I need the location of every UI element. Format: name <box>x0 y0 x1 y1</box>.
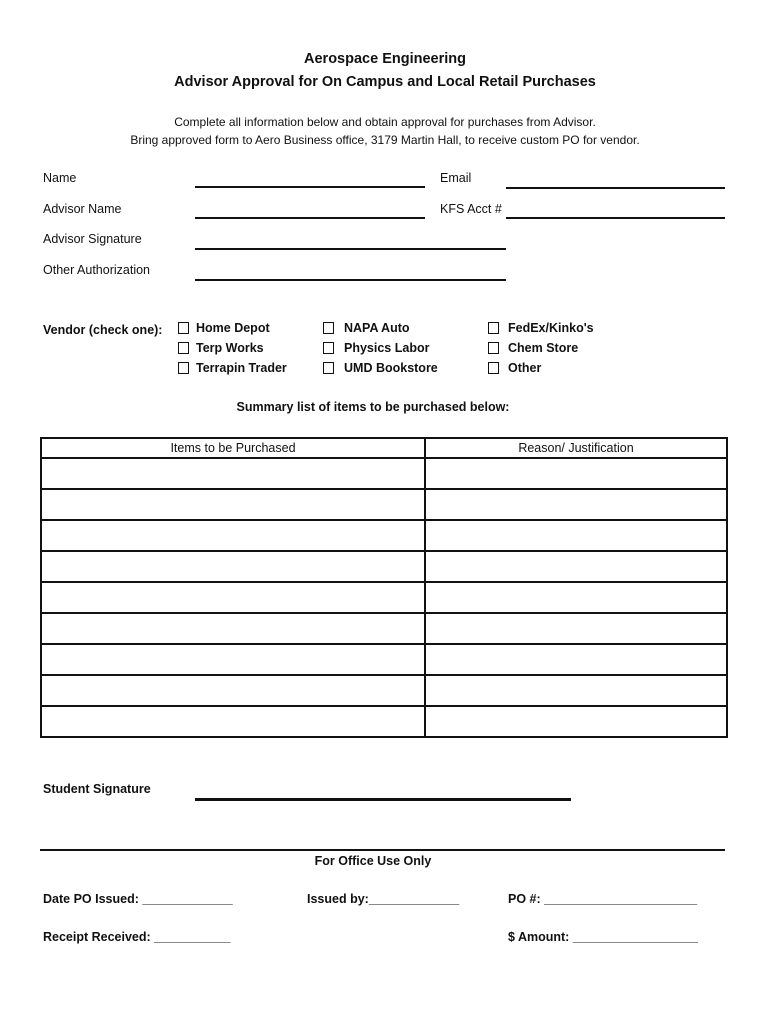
item-cell[interactable] <box>41 706 425 737</box>
item-cell[interactable] <box>41 675 425 706</box>
item-cell[interactable] <box>41 551 425 582</box>
vendor-option-label: Chem Store <box>508 341 579 355</box>
vendor-option-umd-bookstore[interactable] <box>323 361 438 375</box>
reason-cell[interactable] <box>425 706 727 737</box>
vendor-option-chem-store[interactable] <box>488 341 578 355</box>
vendor-option-physics-labor[interactable] <box>323 341 429 355</box>
table-row <box>41 582 727 613</box>
vendor-option-terp-works[interactable] <box>178 341 264 355</box>
advisor-signature-field[interactable] <box>195 248 506 250</box>
reason-cell[interactable] <box>425 520 727 551</box>
po-number: PO #: ______________________ <box>508 892 698 906</box>
email-label: Email <box>440 171 472 185</box>
checkbox[interactable] <box>488 342 499 354</box>
vendor-option-label: Physics Labor <box>344 341 430 355</box>
reason-cell[interactable] <box>425 458 727 489</box>
vendor-option-label: Terrapin Trader <box>196 361 287 375</box>
name-label: Name <box>43 171 77 185</box>
table-row <box>41 520 727 551</box>
item-cell[interactable] <box>41 644 425 675</box>
table-row <box>41 644 727 675</box>
vendor-option-home-depot[interactable] <box>178 321 270 335</box>
reason-cell[interactable] <box>425 644 727 675</box>
kfs-acct-label: KFS Acct # <box>440 202 502 216</box>
amount: $ Amount: __________________ <box>508 930 698 944</box>
table-row <box>41 675 727 706</box>
office-divider <box>40 849 725 851</box>
checkbox[interactable] <box>178 362 189 374</box>
reason-cell[interactable] <box>425 613 727 644</box>
items-table <box>40 437 728 738</box>
table-row <box>41 551 727 582</box>
item-cell[interactable] <box>41 613 425 644</box>
vendor-option-label: Other <box>508 361 542 375</box>
checkbox[interactable] <box>488 322 499 334</box>
checkbox[interactable] <box>323 322 334 334</box>
advisor-name-label: Advisor Name <box>43 202 122 216</box>
date-po-issued: Date PO Issued: _____________ <box>43 892 233 906</box>
email-field[interactable] <box>506 187 725 189</box>
checkbox[interactable] <box>323 342 334 354</box>
instruction-line-1: Complete all information below and obtain approval for purchases from Advisor. <box>174 115 596 129</box>
vendor-option-napa-auto[interactable] <box>323 321 410 335</box>
advisor-name-field[interactable] <box>195 217 425 219</box>
vendor-option-other[interactable] <box>488 361 541 375</box>
department-title: Aerospace Engineering <box>304 51 466 67</box>
reason-cell[interactable] <box>425 551 727 582</box>
item-cell[interactable] <box>41 582 425 613</box>
instruction-line-2: Bring approved form to Aero Business office, 3179 Martin Hall, to receive custom PO for vendor. <box>130 133 640 147</box>
other-authorization-label: Other Authorization <box>43 263 151 277</box>
receipt-received: Receipt Received: ___________ <box>43 930 231 944</box>
kfs-acct-field[interactable] <box>506 217 725 219</box>
office-use-heading: For Office Use Only <box>314 854 432 868</box>
vendor-option-label: FedEx/Kinko's <box>508 321 594 335</box>
vendor-option-label: Terp Works <box>196 341 264 355</box>
name-field[interactable] <box>195 186 425 188</box>
vendor-label: Vendor (check one): <box>43 323 163 337</box>
student-signature-label: Student Signature <box>43 782 151 796</box>
checkbox[interactable] <box>178 342 189 354</box>
issued-by: Issued by:_____________ <box>307 892 460 906</box>
table-row <box>41 706 727 737</box>
table-row <box>41 613 727 644</box>
table-header-row <box>41 438 727 458</box>
advisor-signature-label: Advisor Signature <box>43 232 142 246</box>
item-cell[interactable] <box>41 489 425 520</box>
other-authorization-field[interactable] <box>195 279 506 281</box>
vendor-option-fedex-kinkos[interactable] <box>488 321 594 335</box>
form-title: Advisor Approval for On Campus and Local Retail Purchases <box>174 74 596 90</box>
reason-cell[interactable] <box>425 489 727 520</box>
item-cell[interactable] <box>41 458 425 489</box>
item-cell[interactable] <box>41 520 425 551</box>
checkbox[interactable] <box>178 322 189 334</box>
column-header-items: Items to be Purchased <box>41 438 425 458</box>
checkbox[interactable] <box>323 362 334 374</box>
reason-cell[interactable] <box>425 675 727 706</box>
vendor-option-label: Home Depot <box>196 321 270 335</box>
vendor-option-terrapin-trader[interactable] <box>178 361 287 375</box>
checkbox[interactable] <box>488 362 499 374</box>
vendor-option-label: NAPA Auto <box>344 321 410 335</box>
reason-cell[interactable] <box>425 582 727 613</box>
table-row <box>41 489 727 520</box>
items-summary-heading: Summary list of items to be purchased below: <box>236 400 510 414</box>
table-row <box>41 458 727 489</box>
student-signature-field[interactable] <box>195 798 571 801</box>
column-header-reason: Reason/ Justification <box>425 438 727 458</box>
vendor-option-label: UMD Bookstore <box>344 361 438 375</box>
